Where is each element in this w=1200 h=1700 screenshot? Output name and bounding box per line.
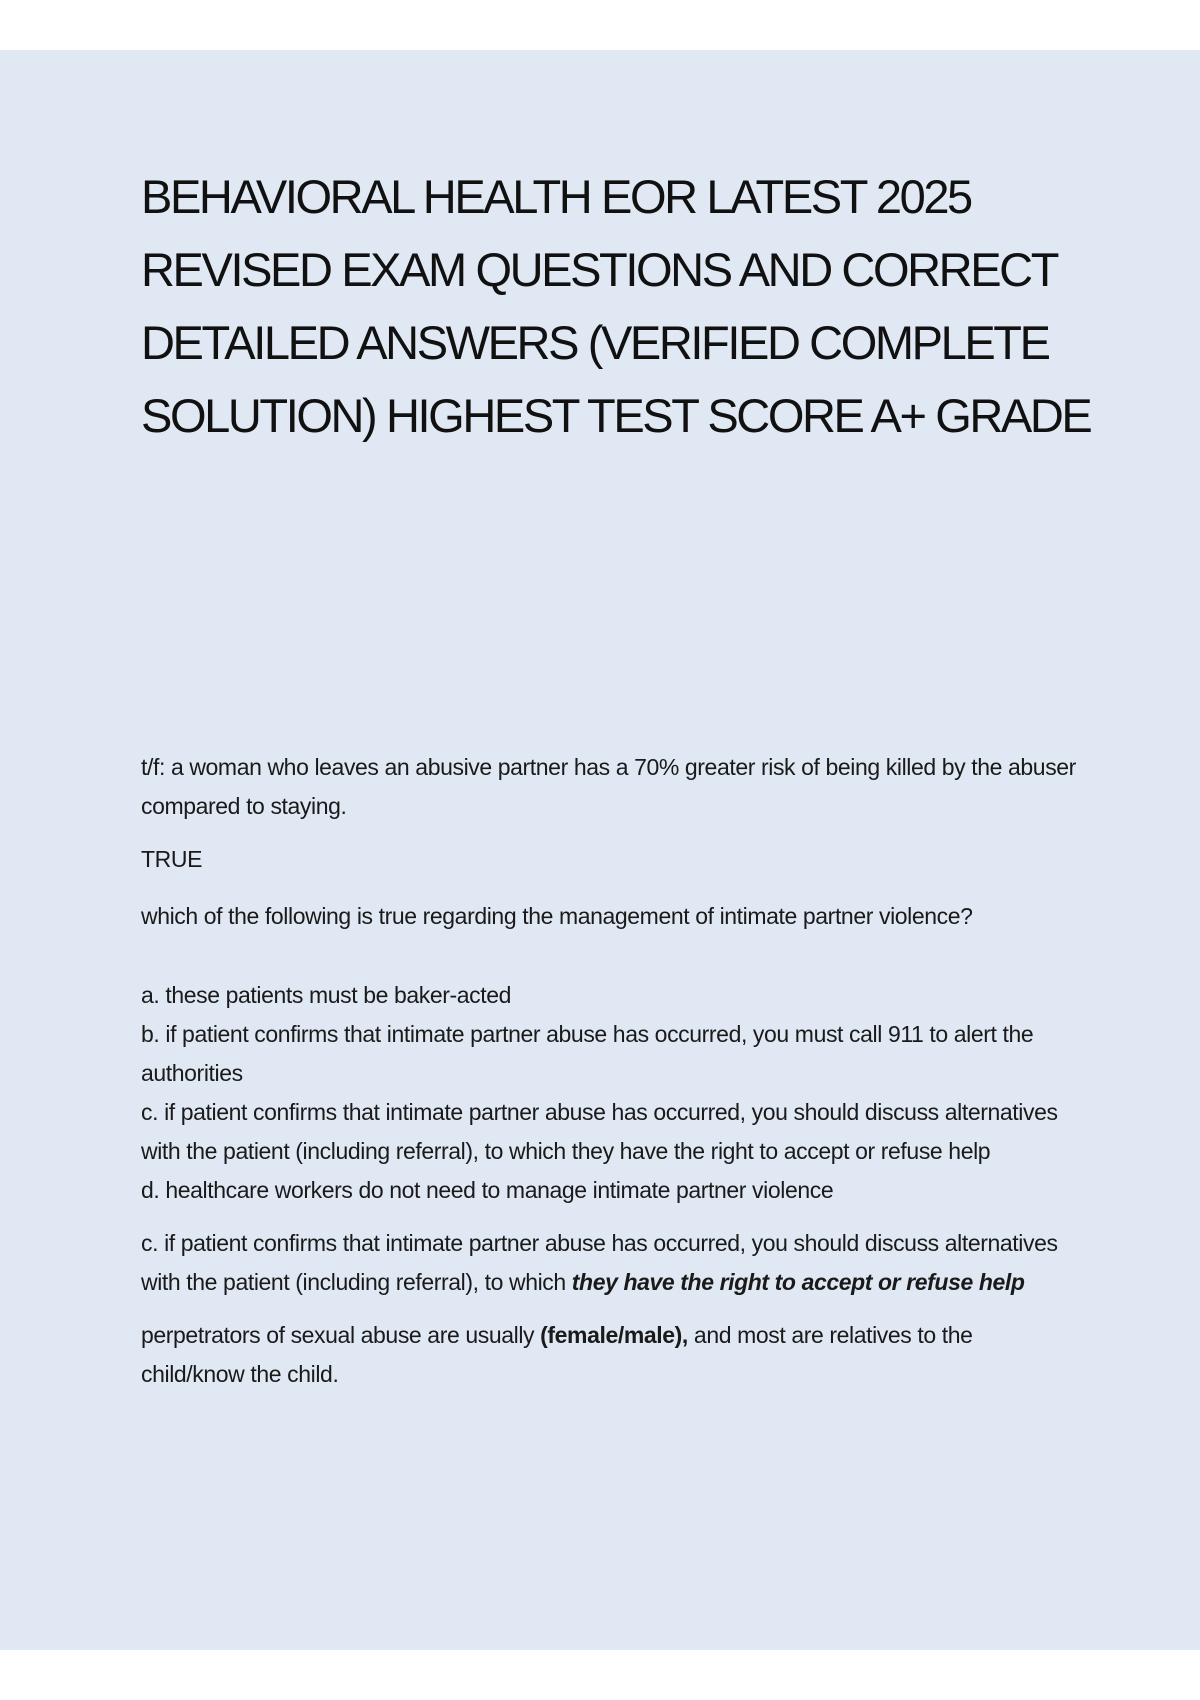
- question-3-emphasis: (female/male),: [540, 1322, 688, 1348]
- option-c: c. if patient confirms that intimate partner abuse has occurred, you should discuss alternatives with the patient (including referral), to which they have the right to accept or refuse help: [141, 1099, 1058, 1164]
- question-3-text-after: and most are relatives to the child/know the child.: [141, 1322, 973, 1387]
- option-a: a. these patients must be baker-acted: [141, 982, 512, 1008]
- question-1: t/f: a woman who leaves an abusive partner has a 70% greater risk of being killed by the abuser compared to staying.: [141, 754, 1076, 819]
- option-b: b. if patient confirms that intimate partner abuse has occurred, you must call 911 to alert the authorities: [141, 1021, 1034, 1086]
- document-body: [141, 748, 1081, 1394]
- answer-2: [141, 1224, 1081, 1302]
- document-page: [0, 50, 1200, 1650]
- question-3-text-before: perpetrators of sexual abuse are usually: [141, 1322, 541, 1348]
- question-3: [141, 1316, 1081, 1394]
- answer-1: TRUE: [141, 846, 203, 872]
- option-d: d. healthcare workers do not need to manage intimate partner violence: [141, 1177, 834, 1203]
- answer-2-emphasis: they have the right to accept or refuse help: [571, 1269, 1025, 1295]
- question-2: which of the following is true regarding the management of intimate partner violence?: [141, 903, 973, 929]
- document-title: BEHAVIORAL HEALTH EOR LATEST 2025 REVISED EXAM QUESTIONS AND CORRECT DETAILED ANSWERS (VERIFIED COMPLETE SOLUTION) HIGHEST TEST SCORE A+ GRADE: [141, 170, 1091, 442]
- answer-2-text: c. if patient confirms that intimate partner abuse has occurred, you should discuss alternatives with the patient (including referral), to which: [141, 1230, 1058, 1295]
- question-2-options: [141, 976, 1081, 1210]
